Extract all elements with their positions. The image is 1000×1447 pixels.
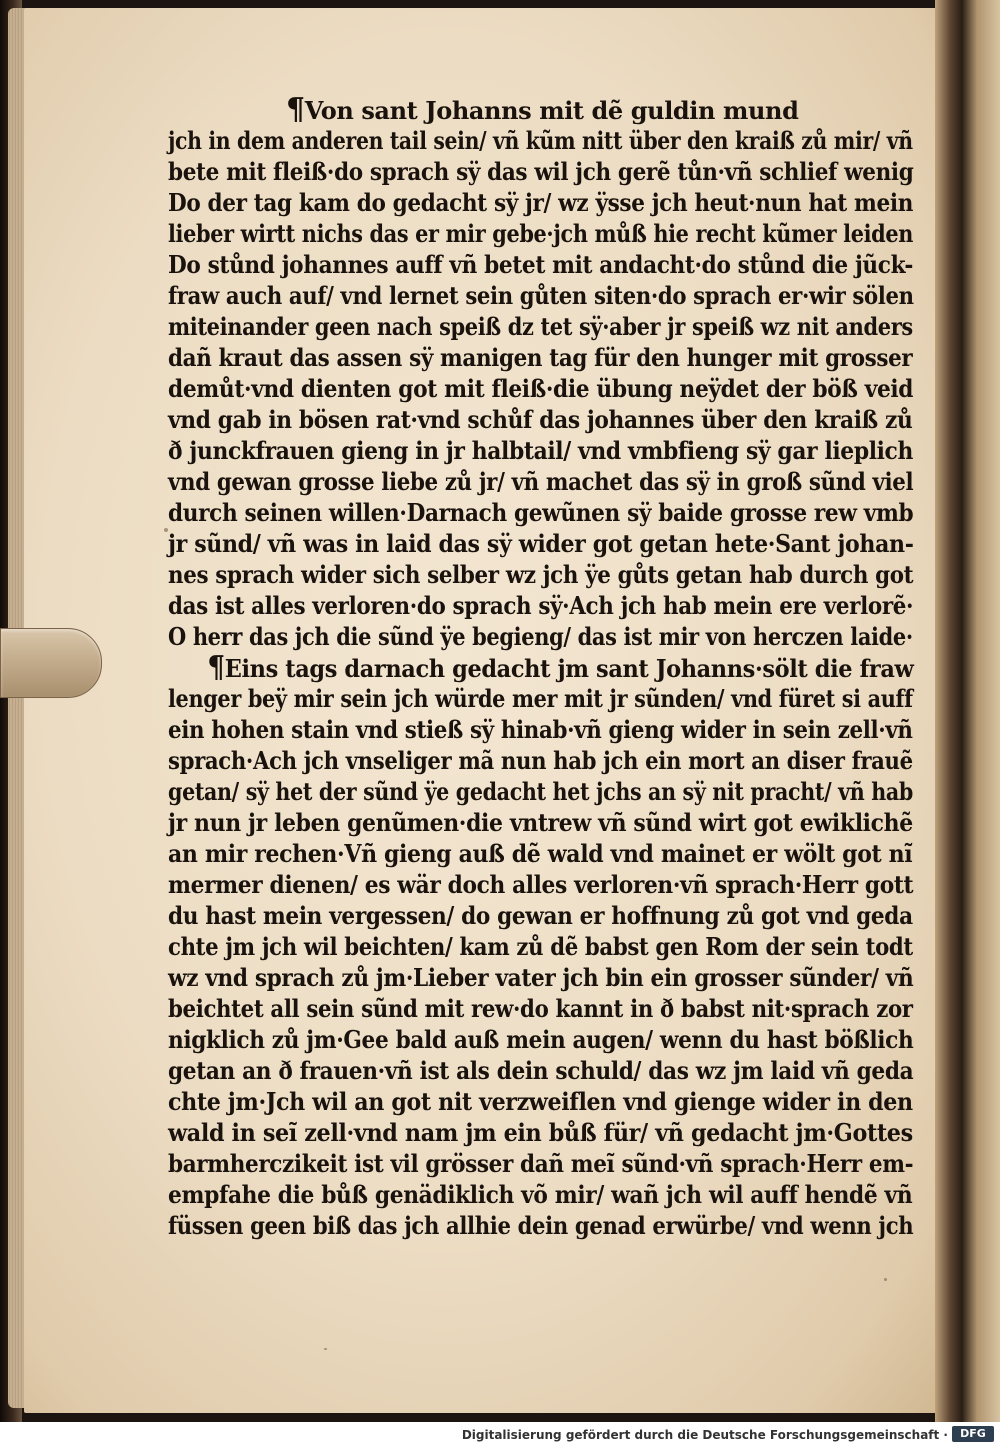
text-line-content: jch in dem anderen tail sein/ vñ kũm nitt über den kraiß zů mir/ vñ (168, 126, 913, 155)
footer-credit: Digitalisierung gefördert durch die Deutsche Forschungsgemeinschaft · (461, 1428, 948, 1442)
facing-page-edge (962, 0, 1000, 1422)
text-line (168, 466, 914, 497)
text-line (168, 838, 913, 869)
text-line (168, 559, 914, 590)
text-line-content: Eins tags darnach gedacht jm sant Johanns·sölt die fraw (224, 654, 914, 683)
text-line-content: füssen geen biß das jch allhie dein genad erwürbe/ vnd wenn jch (168, 1211, 914, 1240)
text-line (168, 435, 913, 466)
pilcrow-icon: ¶ (207, 650, 225, 685)
text-line-content: getan an ð frauen·vñ ist als dein schuld/ das wz jm laid vñ geda (168, 1056, 914, 1085)
text-line-content: Do der tag kam do gedacht sÿ jr/ wz ÿsse jch heut·nun hat mein (168, 188, 914, 217)
text-line (168, 1148, 914, 1179)
text-line (168, 156, 914, 187)
text-line (168, 931, 913, 962)
book-clasp (0, 628, 102, 698)
text-line (168, 650, 914, 685)
pilcrow-icon: ¶ (286, 92, 305, 127)
text-line-content: das ist alles verloren·do sprach sÿ·Ach jch hab mein ere verlorẽ· (168, 591, 914, 620)
text-line (168, 404, 913, 435)
page-text (168, 94, 913, 1241)
text-line-content: du hast mein vergessen/ do gewan er hoffnung zů got vnd geda (168, 901, 913, 930)
text-line-content: barmherczikeit ist vil grösser dañ meĩ sũnd·vñ sprach·Herr em- (168, 1149, 914, 1178)
text-line (168, 993, 913, 1024)
text-line-content: chte jm jch wil beichten/ kam zů dẽ babst gen Rom der sein todt (168, 932, 913, 961)
text-line (168, 1024, 914, 1055)
text-line-content: vnd gewan grosse liebe zů jr/ vñ machet das sÿ in groß sũnd viel (168, 467, 914, 496)
text-line-content: mermer dienen/ es wär doch alles verloren·vñ sprach·Herr gott (168, 870, 914, 899)
text-line-content: lenger beÿ mir sein jch würde mer mit jr sũnden/ vnd füret si auff (168, 684, 913, 713)
text-line (168, 342, 913, 373)
text-line (168, 249, 913, 280)
chapter-heading (168, 94, 913, 125)
text-line-content: sprach·Ach jch vnseliger mã nun hab jch ein mort an diser frauẽ (168, 746, 913, 775)
text-line (168, 218, 914, 249)
text-line (168, 621, 913, 652)
text-line (168, 590, 914, 621)
text-line-content: dañ kraut das assen sÿ manigen tag für den hunger mit grosser (168, 343, 913, 372)
paper-speck (884, 1278, 887, 1281)
book-gutter (935, 0, 965, 1422)
text-line-content: chte jm·Jch wil an got nit verzweiflen vnd gienge wider in den (168, 1087, 913, 1116)
text-line-content: wz vnd sprach zů jm·Lieber vater jch bin ein grosser sũnder/ vñ (168, 963, 914, 992)
paper-speck (324, 1348, 327, 1350)
text-line (168, 714, 913, 745)
text-line (168, 683, 913, 714)
text-line-content: durch seinen willen·Darnach gewũnen sÿ baide grosse rew vmb (168, 498, 914, 527)
text-line (168, 900, 913, 931)
text-line-content: jr sũnd/ vñ was in laid das sÿ wider got getan hete·Sant johan- (168, 529, 914, 558)
text-line (168, 869, 914, 900)
text-line-content: wald in seĩ zell·vnd nam jm ein bůß für/ vñ gedacht jm·Gottes (168, 1118, 913, 1147)
text-line (168, 1179, 913, 1210)
text-line-content: empfahe die bůß genädiklich võ mir/ wañ jch wil auff hendẽ vñ (168, 1180, 913, 1209)
text-line (168, 528, 914, 559)
text-line (168, 1055, 914, 1086)
text-line (168, 776, 913, 807)
text-line-content: ð junckfrauen gieng in jr halbtail/ vnd vmbfieng sÿ gar lieplich (168, 436, 913, 465)
text-line-content: Do stůnd johannes auff vñ betet mit andacht·do stůnd die jũck- (168, 250, 913, 279)
text-line (168, 311, 913, 342)
text-line (168, 125, 913, 156)
text-line-content: O herr das jch die sũnd ÿe begieng/ das ist mir von herczen laide· (168, 622, 913, 651)
text-line (168, 807, 913, 838)
text-line (168, 373, 914, 404)
text-line-content: ein hohen stain vnd stieß sÿ hinab·vñ gieng wider in sein zell·vñ (168, 715, 913, 744)
text-line (168, 745, 913, 776)
text-line-content: fraw auch auf/ vnd lernet sein gůten siten·do sprach er·wir sölen (168, 281, 914, 310)
text-line-content: lieber wirtt nichs das er mir gebe·jch můß hie recht kũmer leiden (168, 219, 914, 248)
footer-bar (0, 1422, 1000, 1447)
text-line (168, 1210, 914, 1241)
text-line-content: Von sant Johanns mit dẽ guldin mund (304, 96, 799, 125)
text-line (168, 1086, 913, 1117)
text-line-content: vnd gab in bösen rat·vnd schůf das johannes über den kraiß zů (168, 405, 913, 434)
text-line (168, 497, 914, 528)
text-line-content: an mir rechen·Vñ gieng auß dẽ wald vnd mainet er wölt got nĩ (168, 839, 913, 868)
text-line-content: nigklich zů jm·Gee bald auß mein augen/ wenn du hast bößlich (168, 1025, 914, 1054)
text-line-content: getan/ sÿ het der sũnd ÿe gedacht het jchs an sÿ nit pracht/ vñ hab (168, 777, 913, 806)
text-line-content: jr nun jr leben genũmen·die vntrew vñ sũnd wirt got ewiklichẽ (168, 808, 913, 837)
text-line-content: beichtet all sein sũnd mit rew·do kannt in ð babst nit·sprach zor (168, 994, 913, 1023)
text-line (168, 1117, 913, 1148)
text-line-content: miteinander geen nach speiß dz tet sÿ·aber jr speiß wz nit anders (168, 312, 913, 341)
text-line-content: demůt·vnd dienten got mit fleiß·die übung neÿdet der böß veid (168, 374, 914, 403)
text-line-content: nes sprach wider sich selber wz jch ÿe gůts getan hab durch got (168, 560, 914, 589)
text-line (168, 280, 914, 311)
text-line-content: bete mit fleiß·do sprach sÿ das wil jch gerẽ tůn·vñ schlief wenig (168, 157, 914, 186)
text-line (168, 187, 914, 218)
text-line (168, 962, 914, 993)
dfg-logo: DFG (952, 1426, 994, 1442)
